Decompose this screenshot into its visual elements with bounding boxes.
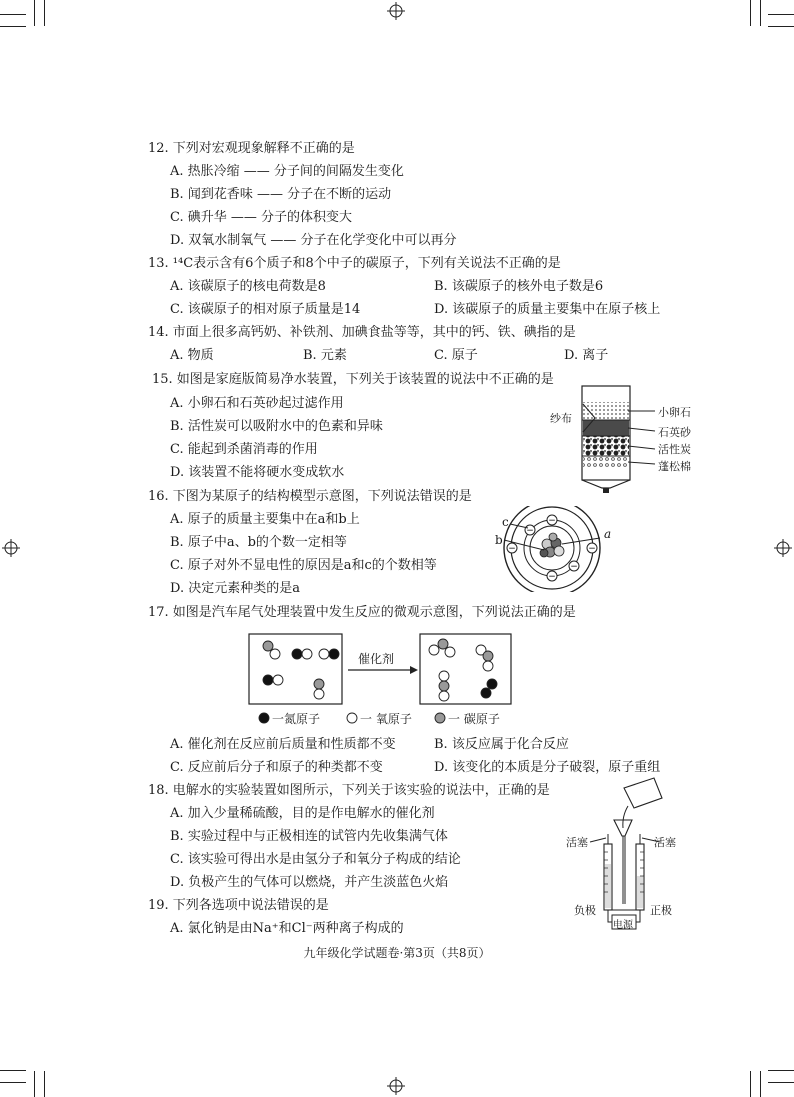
crop-mark bbox=[768, 1082, 794, 1083]
question-13-stem: 13. ¹⁴C表示含有6个质子和8个中子的碳原子，下列有关说法不正确的是 bbox=[148, 256, 561, 271]
crop-mark bbox=[768, 1070, 794, 1071]
valve-label-left: 活塞 bbox=[566, 836, 588, 849]
catalyst-label: 催化剂 bbox=[358, 652, 395, 666]
filter-label-cotton: 蓬松棉 bbox=[658, 460, 691, 473]
positive-electrode-label: 正极 bbox=[650, 904, 672, 917]
question-14-option-a: A. 物质 bbox=[170, 348, 214, 363]
legend-oxygen: 一 氧原子 bbox=[360, 712, 412, 726]
question-13-option-b: B. 该碳原子的核外电子数是6 bbox=[434, 279, 604, 294]
question-12-option-d: D. 双氧水制氧气 —— 分子在化学变化中可以再分 bbox=[170, 233, 457, 248]
question-12-stem: 12. 下列对宏观现象解释不正确的是 bbox=[148, 141, 355, 156]
question-17-option-d: D. 该变化的本质是分子破裂，原子重组 bbox=[434, 760, 661, 775]
registration-mark-icon bbox=[387, 2, 405, 20]
reaction-figure bbox=[248, 632, 513, 728]
question-13-option-c: C. 该碳原子的相对原子质量是14 bbox=[170, 302, 361, 317]
question-17-option-b: B. 该反应属于化合反应 bbox=[434, 737, 569, 752]
filter-label-cloth: 纱布 bbox=[550, 412, 572, 425]
question-18-option-b: B. 实验过程中与正极相连的试管内先收集满气体 bbox=[170, 829, 448, 844]
crop-mark bbox=[760, 0, 761, 26]
atom-label-c: c bbox=[502, 515, 509, 529]
crop-mark bbox=[750, 1071, 751, 1097]
question-18-option-d: D. 负极产生的气体可以燃烧，并产生淡蓝色火焰 bbox=[170, 875, 449, 890]
electrolysis-figure bbox=[562, 776, 692, 934]
question-19-option-a: A. 氯化钠是由Na⁺和Cl⁻两种离子构成的 bbox=[170, 921, 404, 936]
question-16-option-b: B. 原子中a、b的个数一定相等 bbox=[170, 535, 347, 550]
legend-carbon: 一 碳原子 bbox=[448, 712, 500, 726]
atom-label-a: a bbox=[604, 527, 612, 541]
question-18-option-a: A. 加入少量稀硫酸，目的是作电解水的催化剂 bbox=[170, 806, 435, 821]
question-14-option-b: B. 元素 bbox=[303, 348, 347, 363]
negative-electrode-label: 负极 bbox=[574, 904, 596, 917]
registration-mark-icon bbox=[774, 539, 792, 557]
question-13-option-d: D. 该碳原子的质量主要集中在原子核上 bbox=[434, 302, 661, 317]
svg-text:−: − bbox=[570, 562, 578, 572]
crop-mark bbox=[44, 0, 45, 26]
question-16-option-a: A. 原子的质量主要集中在a和b上 bbox=[170, 512, 360, 527]
crop-mark bbox=[34, 1071, 35, 1097]
question-16-option-d: D. 决定元素种类的是a bbox=[170, 581, 300, 596]
atom-label-b: b bbox=[495, 533, 503, 547]
water-filter-figure bbox=[550, 384, 700, 494]
question-19-stem: 19. 下列各选项中说法错误的是 bbox=[148, 898, 329, 913]
crop-mark bbox=[760, 1071, 761, 1097]
legend-nitrogen: 一氮原子 bbox=[272, 712, 321, 726]
question-16-stem: 16. 下图为某原子的结构模型示意图，下列说法错误的是 bbox=[148, 489, 472, 504]
crop-mark bbox=[44, 1071, 45, 1097]
question-18-option-c: C. 该实验可得出水是由氢分子和氧分子构成的结论 bbox=[170, 852, 461, 867]
crop-mark bbox=[768, 26, 794, 27]
crop-mark bbox=[34, 0, 35, 26]
crop-mark bbox=[0, 14, 26, 15]
crop-mark bbox=[750, 0, 751, 26]
power-supply-label: 电源 bbox=[613, 920, 633, 931]
filter-label-carbon: 活性炭 bbox=[658, 443, 691, 456]
question-15-option-d: D. 该装置不能将硬水变成软水 bbox=[170, 465, 345, 480]
registration-mark-icon bbox=[2, 539, 20, 557]
crop-mark bbox=[0, 1070, 26, 1071]
crop-mark bbox=[768, 14, 794, 15]
question-12-option-a: A. 热胀冷缩 —— 分子间的间隔发生变化 bbox=[170, 164, 404, 179]
question-17-stem: 17. 如图是汽车尾气处理装置中发生反应的微观示意图，下列说法正确的是 bbox=[148, 605, 576, 620]
question-14-option-c: C. 原子 bbox=[434, 348, 478, 363]
svg-text:−: − bbox=[548, 572, 556, 582]
svg-text:−: − bbox=[526, 526, 534, 536]
atom-model-drawing bbox=[490, 506, 620, 592]
question-15-option-a: A. 小卵石和石英砂起过滤作用 bbox=[170, 396, 344, 411]
question-16-option-c: C. 原子对外不显电性的原因是a和c的个数相等 bbox=[170, 558, 437, 573]
filter-label-sand: 石英砂 bbox=[658, 426, 691, 439]
question-17-option-c: C. 反应前后分子和原子的种类都不变 bbox=[170, 760, 383, 775]
question-12-option-b: B. 闻到花香味 —— 分子在不断的运动 bbox=[170, 187, 392, 202]
question-13-option-a: A. 该碳原子的核电荷数是8 bbox=[170, 279, 326, 294]
question-14-stem: 14. 市面上很多高钙奶、补铁剂、加碘食盐等等，其中的钙、铁、碘指的是 bbox=[148, 325, 576, 340]
svg-text:−: − bbox=[508, 544, 516, 554]
question-12-option-c: C. 碘升华 —— 分子的体积变大 bbox=[170, 210, 353, 225]
valve-label-right: 活塞 bbox=[654, 836, 676, 849]
page-footer: 九年级化学试题卷·第3页（共8页） bbox=[303, 946, 491, 960]
crop-mark bbox=[0, 26, 26, 27]
crop-mark bbox=[0, 1082, 26, 1083]
svg-text:−: − bbox=[548, 516, 556, 526]
svg-text:−: − bbox=[588, 544, 596, 554]
atom-model-figure bbox=[490, 506, 620, 592]
question-15-option-b: B. 活性炭可以吸附水中的色素和异味 bbox=[170, 419, 383, 434]
question-18-stem: 18. 电解水的实验装置如图所示，下列关于该实验的说法中，正确的是 bbox=[148, 783, 550, 798]
question-15-option-c: C. 能起到杀菌消毒的作用 bbox=[170, 442, 318, 457]
question-15-stem: 15. 如图是家庭版简易净水装置，下列关于该装置的说法中不正确的是 bbox=[152, 372, 554, 387]
registration-mark-icon bbox=[387, 1077, 405, 1095]
question-17-option-a: A. 催化剂在反应前后质量和性质都不变 bbox=[170, 737, 396, 752]
filter-label-pebble: 小卵石 bbox=[658, 406, 691, 419]
question-14-option-d: D. 离子 bbox=[564, 348, 609, 363]
